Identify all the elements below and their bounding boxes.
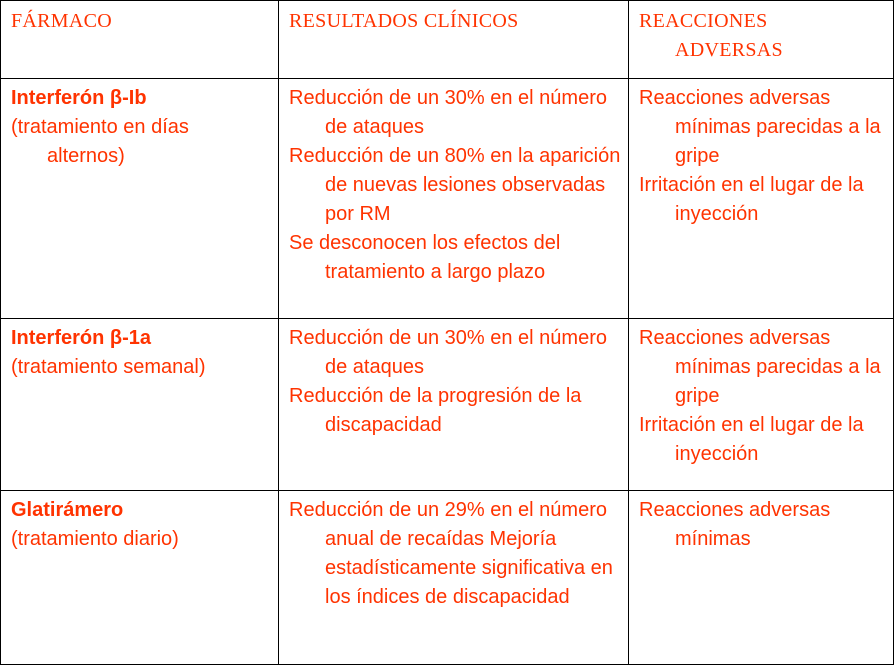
adverse-item: Irritación en el lugar de la inyección xyxy=(639,174,864,225)
adverse-item: Reacciones adversas mínimas xyxy=(639,499,831,550)
adverse-cell xyxy=(629,79,894,319)
drug-name: Interferón β-Ib xyxy=(11,87,147,109)
result-item: Reducción de un 30% en el número de ataques xyxy=(289,327,607,378)
adverse-item: Reacciones adversas mínimas parecidas a la gripe xyxy=(639,87,881,167)
drug-cell xyxy=(1,319,279,491)
drug-regimen: (tratamiento en días alternos) xyxy=(11,116,189,167)
result-item: Reducción de la progresión de la discapacidad xyxy=(289,385,582,436)
header-drug: FÁRMACO xyxy=(11,10,113,32)
table-row xyxy=(1,491,894,665)
drug-cell xyxy=(1,79,279,319)
drug-regimen: (tratamiento diario) xyxy=(11,528,179,550)
result-item: Reducción de un 80% en la aparición de nuevas lesiones observadas por RM xyxy=(289,145,621,225)
header-drug-cell xyxy=(1,1,279,79)
header-row xyxy=(1,1,894,79)
header-results-cell xyxy=(279,1,629,79)
table-row xyxy=(1,79,894,319)
header-adverse-cell xyxy=(629,1,894,79)
result-item: Reducción de un 30% en el número de ataques xyxy=(289,87,607,138)
drug-name: Glatirámero xyxy=(11,499,124,521)
header-adverse-line2: ADVERSAS xyxy=(675,39,783,61)
results-cell xyxy=(279,79,629,319)
table-row xyxy=(1,319,894,491)
adverse-cell xyxy=(629,491,894,665)
header-adverse-line1: REACCIONES xyxy=(639,10,768,32)
results-cell xyxy=(279,491,629,665)
results-cell xyxy=(279,319,629,491)
drug-name: Interferón β-1a xyxy=(11,327,152,349)
adverse-cell xyxy=(629,319,894,491)
adverse-item: Reacciones adversas mínimas parecidas a la gripe xyxy=(639,327,881,407)
drug-cell xyxy=(1,491,279,665)
result-item: Se desconocen los efectos del tratamiento a largo plazo xyxy=(289,232,561,283)
drug-regimen: (tratamiento semanal) xyxy=(11,356,206,378)
header-results: RESULTADOS CLÍNICOS xyxy=(289,10,519,32)
adverse-item: Irritación en el lugar de la inyección xyxy=(639,414,864,465)
result-item: Reducción de un 29% en el número anual de recaídas Mejoría estadísticamente significativa en los índices de discapacidad xyxy=(289,499,613,608)
